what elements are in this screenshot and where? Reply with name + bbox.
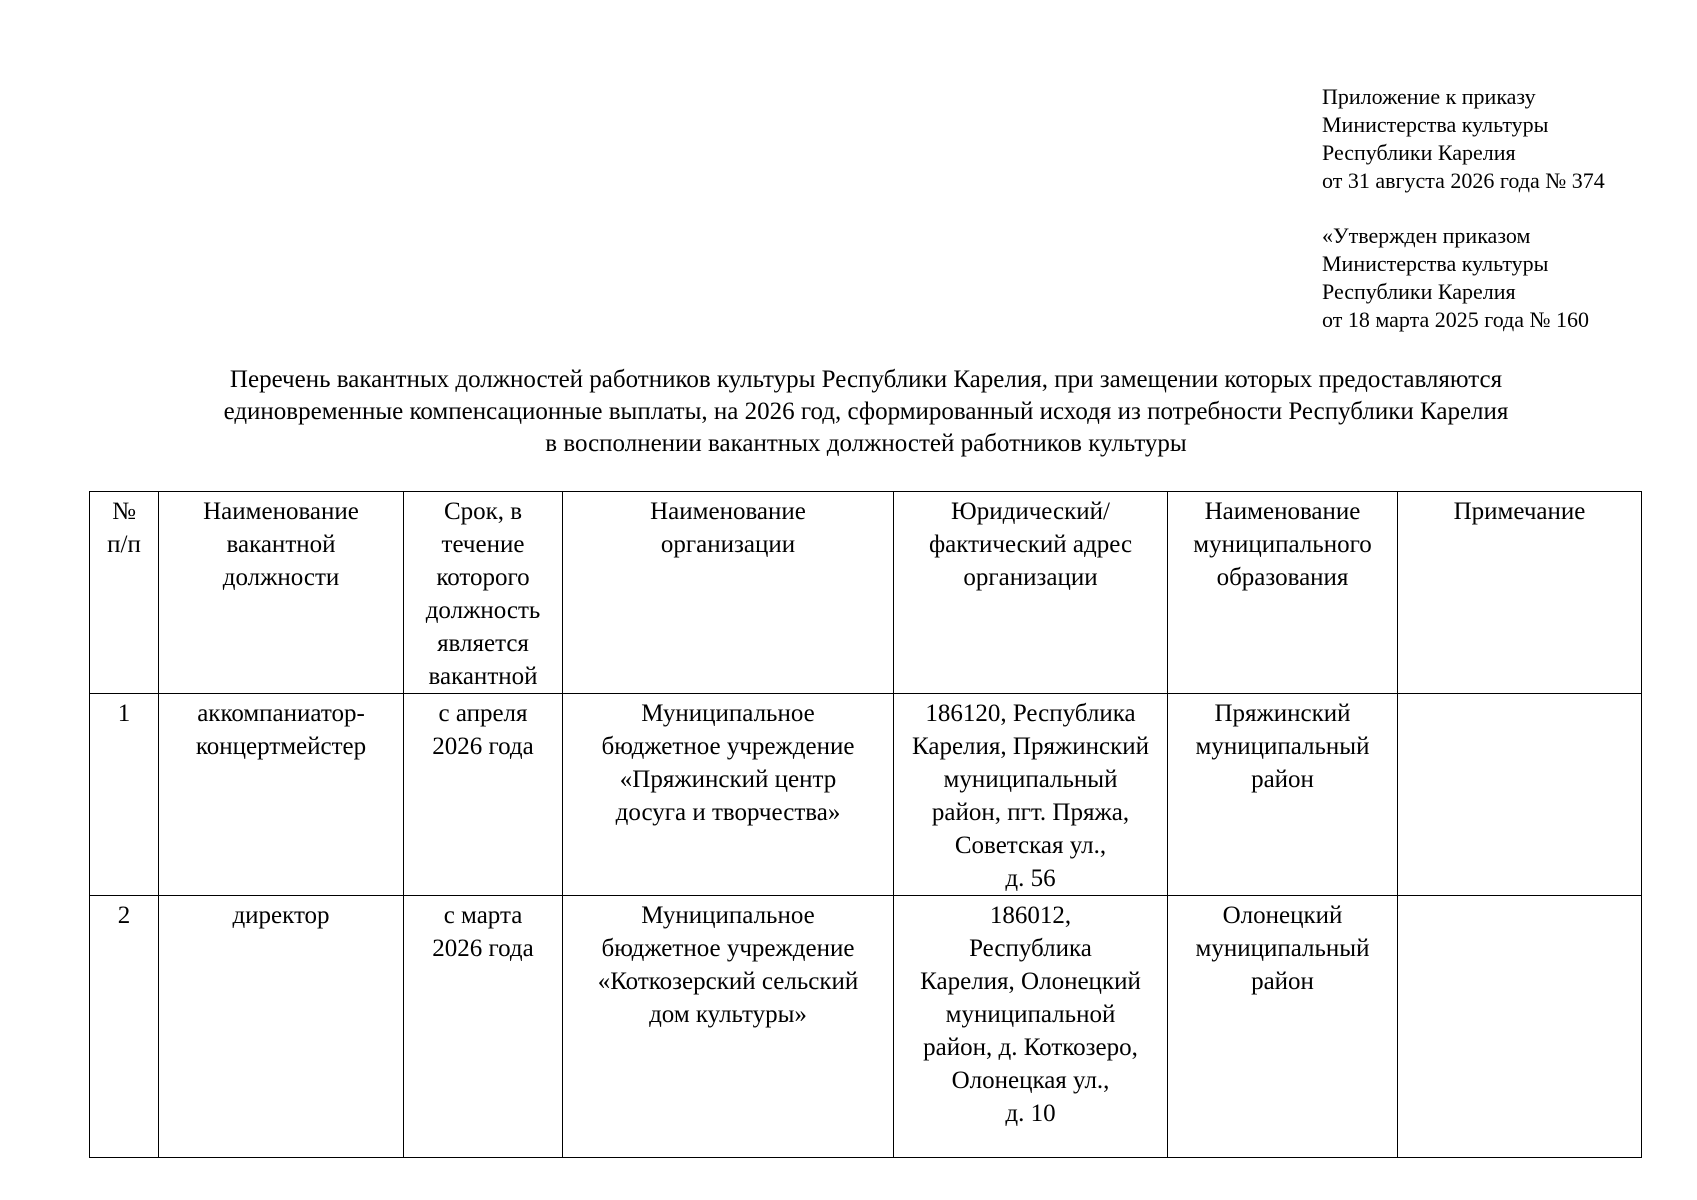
annex-line: Приложение к приказу bbox=[1322, 84, 1536, 109]
cell-text-line: 2026 года bbox=[432, 733, 534, 760]
cell-text-line: район bbox=[1251, 766, 1314, 793]
cell-term bbox=[404, 694, 563, 896]
table-header-row bbox=[90, 492, 1642, 694]
cell-text-line: Муниципальное bbox=[641, 700, 815, 727]
cell-text-line: аккомпаниатор- bbox=[197, 700, 365, 727]
header-position bbox=[159, 492, 404, 694]
cell-organization bbox=[563, 694, 894, 896]
cell-text-line: является bbox=[437, 630, 529, 657]
cell-text-line: Наименование bbox=[1204, 498, 1361, 525]
annex-header bbox=[1322, 83, 1605, 195]
cell-text-line: Советская ул., bbox=[954, 832, 1107, 859]
approval-header bbox=[1322, 222, 1589, 334]
header-address bbox=[894, 492, 1168, 694]
cell-position bbox=[159, 694, 404, 896]
cell-text-line: муниципальный bbox=[1195, 733, 1370, 760]
cell-text-line: муниципальный bbox=[1195, 935, 1370, 962]
cell-text-line: Пряжинский bbox=[1214, 700, 1351, 727]
cell-text-line: вакантной bbox=[428, 663, 538, 690]
cell-address bbox=[894, 896, 1168, 1158]
cell-text-line: организации bbox=[660, 531, 796, 558]
cell-text-line: Примечание bbox=[1453, 498, 1586, 525]
cell-text-line: Олонецкий bbox=[1222, 902, 1343, 929]
approval-line: «Утвержден приказом bbox=[1322, 223, 1531, 248]
cell-position bbox=[159, 896, 404, 1158]
header-term bbox=[404, 492, 563, 694]
cell-text-line: муниципальный bbox=[943, 766, 1118, 793]
cell-text-line: Республика bbox=[969, 935, 1092, 962]
cell-number bbox=[90, 694, 159, 896]
cell-text-line: должности bbox=[222, 564, 340, 591]
cell-note bbox=[1398, 694, 1642, 896]
header-organization bbox=[563, 492, 894, 694]
header-municipality bbox=[1168, 492, 1398, 694]
cell-text-line: «Пряжинский центр bbox=[619, 766, 837, 793]
approval-line: Министерства культуры bbox=[1322, 251, 1549, 276]
cell-text-line: с марта bbox=[443, 902, 523, 929]
title-line: в восполнении вакантных должностей работников культуры bbox=[545, 430, 1187, 457]
cell-text-line: район, пгт. Пряжа, bbox=[931, 799, 1130, 826]
title-line: единовременные компенсационные выплаты, на 2026 год, сформированный исходя из потребности Республики Карелия bbox=[223, 398, 1509, 425]
approval-line: от 18 марта 2025 года № 160 bbox=[1322, 307, 1590, 332]
cell-term bbox=[404, 896, 563, 1158]
cell-text-line: дом культуры» bbox=[649, 1001, 807, 1028]
cell-municipality bbox=[1168, 694, 1398, 896]
cell-text-line: которого bbox=[436, 564, 530, 591]
cell-text-line: Олонецкая ул., bbox=[951, 1067, 1110, 1094]
cell-text-line: досуга и творчества» bbox=[615, 799, 841, 826]
cell-organization bbox=[563, 896, 894, 1158]
cell-text-line: Муниципальное bbox=[641, 902, 815, 929]
cell-text-line: д. 56 bbox=[1005, 865, 1056, 892]
cell-text-line: № bbox=[112, 498, 136, 525]
vacancies-table bbox=[89, 491, 1642, 1158]
header-number bbox=[90, 492, 159, 694]
cell-municipality bbox=[1168, 896, 1398, 1158]
cell-text-line: директор bbox=[232, 902, 330, 929]
table-row bbox=[90, 896, 1642, 1158]
annex-line: Министерства культуры bbox=[1322, 112, 1549, 137]
cell-text-line: 186012, bbox=[989, 902, 1072, 929]
cell-text-line: вакантной bbox=[226, 531, 336, 558]
cell-text-line: бюджетное учреждение bbox=[601, 733, 855, 760]
cell-number bbox=[90, 896, 159, 1158]
cell-text-line: район, д. Коткозеро, bbox=[923, 1034, 1138, 1061]
cell-text-line: д. 10 bbox=[1005, 1100, 1056, 1127]
cell-text-line: с апреля bbox=[438, 700, 528, 727]
cell-text-line: бюджетное учреждение bbox=[601, 935, 855, 962]
cell-text-line: муниципальной bbox=[945, 1001, 1116, 1028]
cell-text-line: образования bbox=[1216, 564, 1349, 591]
cell-text-line: Срок, в bbox=[443, 498, 523, 525]
title-line: Перечень вакантных должностей работников культуры Республики Карелия, при замещении которых предоставляются bbox=[229, 366, 1503, 393]
cell-text-line: район bbox=[1251, 968, 1314, 995]
table-row bbox=[90, 694, 1642, 896]
cell-text-line: Наименование bbox=[203, 498, 359, 525]
header-note bbox=[1398, 492, 1642, 694]
cell-text-line: муниципального bbox=[1193, 531, 1372, 558]
annex-line: Республики Карелия bbox=[1322, 140, 1516, 165]
cell-text-line: «Коткозерский сельский bbox=[597, 968, 859, 995]
cell-text-line: организации bbox=[963, 564, 1098, 591]
cell-note bbox=[1398, 896, 1642, 1158]
cell-address bbox=[894, 694, 1168, 896]
cell-text-line: 1 bbox=[117, 700, 131, 727]
cell-text-line: 186120, Республика bbox=[925, 700, 1136, 727]
annex-line: от 31 августа 2026 года № 374 bbox=[1322, 168, 1605, 193]
cell-text-line: п/п bbox=[107, 531, 141, 558]
approval-line: Республики Карелия bbox=[1322, 279, 1516, 304]
cell-text-line: Карелия, Олонецкий bbox=[920, 968, 1141, 995]
cell-text-line: Наименование bbox=[650, 498, 806, 525]
cell-text-line: 2 bbox=[117, 902, 131, 929]
cell-text-line: Юридический/ bbox=[951, 498, 1110, 525]
cell-text-line: 2026 года bbox=[432, 935, 534, 962]
cell-text-line: течение bbox=[441, 531, 525, 558]
cell-text-line: фактический адрес bbox=[928, 531, 1133, 558]
document-title bbox=[90, 364, 1642, 460]
cell-text-line: концертмейстер bbox=[195, 733, 367, 760]
cell-text-line: должность bbox=[425, 597, 541, 624]
cell-text-line: Карелия, Пряжинский bbox=[912, 733, 1149, 760]
